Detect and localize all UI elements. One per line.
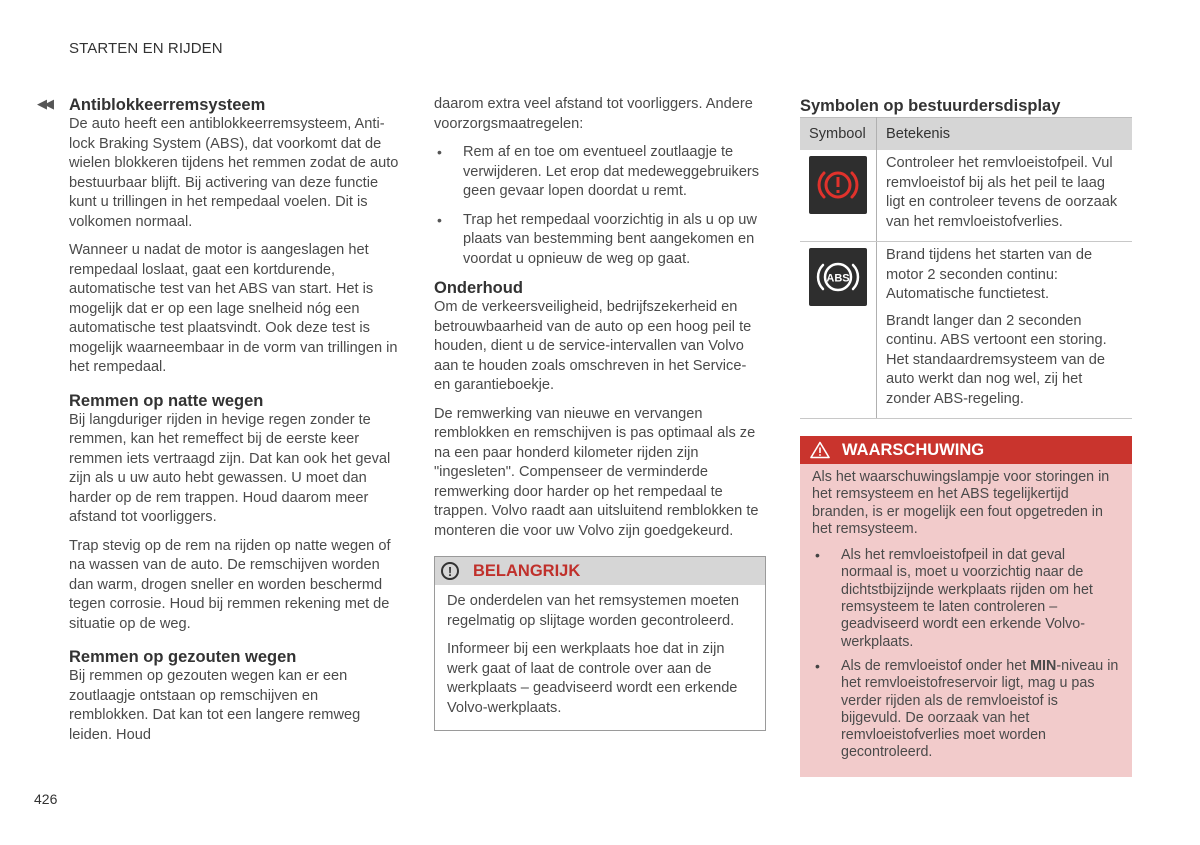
- section-title: STARTEN EN RIJDEN: [69, 40, 223, 57]
- heading-symbols: Symbolen op bestuurdersdisplay: [800, 97, 1061, 115]
- list-item: • Als het remvloeistofpeil in dat geval normaal is, moet u voorzichtig naar de dichtstbijzijnde werkplaats rijden om het remsysteem te laten controleren – geadviseerd wordt een erkende Volvo-werkplaats.: [812, 547, 1120, 651]
- warning-notice: [800, 436, 1132, 777]
- abs-meaning-text-2: Brandt langer dan 2 seconden continu. ABS vertoont een storing. Het standaardremsysteem van de auto werkt dan nog wel, zij het zonder ABS-regeling.: [886, 312, 1107, 407]
- warning-list: [812, 547, 1120, 762]
- wet-paragraph-1: Bij langduriger rijden in hevige regen zonder te remmen, kan het remeffect bij de eerste keer remmen iets vertraagd zijn. Dat kan ook het geval zijn als u uw auto hebt gewassen. U moet dan harder op de rem trappen. Houd daarom meer afstand tot voorliggers.: [69, 411, 391, 525]
- column-3: [800, 95, 1132, 777]
- column-1: [69, 95, 399, 754]
- abs-meaning-text-1: Brand tijdens het starten van de motor 2 seconden continu: Automatische functietest.: [886, 247, 1093, 302]
- exclamation-circle-icon: !: [441, 562, 459, 580]
- table-row: [800, 242, 1132, 419]
- important-notice: [434, 556, 766, 731]
- symbol-cell: [800, 242, 877, 419]
- meaning-cell: [877, 242, 1133, 419]
- warning-bullet-2-post: -niveau in het remvloeistofreservoir ligt, mag u pas verder rijden als de remvloeistof is bijgevuld. De oorzaak van het remvloeistofverlies moet worden gecontroleerd.: [841, 657, 1119, 761]
- wet-paragraph-2: Trap stevig op de rem na rijden op natte wegen of na wassen van de auto. De remschijven worden dan warm, drogen sneller en worden beschermd tegen corrosie. Houd bij remmen rekening met de situatie op de weg.: [69, 537, 391, 632]
- heading-abs: Antiblokkeerremsysteem: [69, 96, 266, 114]
- heading-salted-roads: Remmen op gezouten wegen: [69, 648, 297, 666]
- warning-bullet-2-pre: Als de remvloeistof onder het: [841, 657, 1031, 674]
- abs-paragraph-2: Wanneer u nadat de motor is aangeslagen het rempedaal loslaat, gaat een kortdurende, automatische test van het ABS van start. Het is mogelijk dat er op een lage snelheid nóg een automatische test plaatsvindt. Ook deze test is mogelijk waarneembaar in de vorm van trillingen in het rempedaal.: [69, 242, 398, 375]
- symbols-table: [800, 117, 1132, 419]
- warning-title: WAARSCHUWING: [842, 440, 985, 459]
- maintenance-paragraph-2: De remwerking van nieuwe en vervangen remblokken en remschijven is pas optimaal als ze na een paar honderd kilometer rijden zijn "ingesleten". Compenseer de verminderde remwerking door harder op het rempedaal te trappen. Volvo raadt aan uitsluitend remblokken te monteren die voor uw Volvo zijn goedgekeurd.: [434, 405, 759, 539]
- brake-meaning-text: Controleer het remvloeistofpeil. Vul remvloeistof bij als het peil te laag ligt en controleer tevens de oorzaak van het remvloeistofverlies.: [886, 155, 1118, 230]
- abs-paragraph-1: De auto heeft een antiblokkeerremsysteem, Anti-lock Braking System (ABS), dat voorkomt dat de wielen blokkeren tijdens het remmen zodat de auto bestuurbaar blijft. Bij activering van deze functie kunt u trillingen in het rempedaal voelen. Dit is volkomen normaal.: [69, 116, 399, 230]
- meaning-cell: [877, 150, 1133, 242]
- precautions-list: [434, 143, 766, 269]
- brake-warning-icon: [809, 156, 867, 214]
- page-number: 426: [34, 791, 58, 807]
- column-header-meaning: Betekenis: [877, 118, 1133, 151]
- table-header-row: [800, 118, 1132, 151]
- list-item: • Trap het rempedaal voorzichtig in als u op uw plaats van bestemming bent aangekomen en voordat u opnieuw de weg op gaat.: [434, 211, 766, 270]
- column-2: [434, 95, 766, 731]
- salt-paragraph-continued: daarom extra veel afstand tot voorliggers. Andere voorzorgsmaatregelen:: [434, 96, 753, 132]
- important-title: BELANGRIJK: [473, 561, 581, 580]
- list-item: • Rem af en toe om eventueel zoutlaagje te verwijderen. Let erop dat medeweggebruikers geen gevaar lopen doordat u remt.: [434, 143, 766, 202]
- column-header-symbol: Symbool: [800, 118, 877, 151]
- salt-paragraph-1: Bij remmen op gezouten wegen kan er een zoutlaagje ontstaan op remschijven en remblokken. Dat kan tot een langere remweg leiden. Houd: [69, 668, 361, 743]
- warning-header: [800, 436, 1132, 464]
- warning-paragraph: Als het waarschuwingslampje voor storingen in het remsysteem en het ABS tegelijkertijd branden, is er mogelijk een fout opgetreden in het remsysteem.: [812, 469, 1110, 537]
- heading-wet-roads: Remmen op natte wegen: [69, 391, 264, 410]
- min-level-label: MIN: [1030, 657, 1057, 674]
- list-item: [812, 658, 1120, 762]
- warning-triangle-icon: [810, 441, 830, 459]
- maintenance-paragraph-1: Om de verkeersveiligheid, bedrijfszekerheid en betrouwbaarheid van de auto op een hoog peil te houden, dient u de service-intervallen van Volvo aan te houden zoals omschreven in het Service- en garantieboekje.: [434, 299, 752, 393]
- symbol-cell: [800, 150, 877, 242]
- double-left-arrow-icon[interactable]: ◀◀: [37, 96, 51, 111]
- important-body: [435, 585, 765, 730]
- warning-body: [800, 464, 1132, 777]
- important-header: [435, 557, 765, 585]
- important-paragraph-1: De onderdelen van het remsystemen moeten regelmatig op slijtage worden gecontroleerd.: [447, 593, 740, 629]
- important-paragraph-2: Informeer bij een werkplaats hoe dat in zijn werk gaat of laat de controle over aan de werkplaats – geadviseerd wordt een erkende Volvo-werkplaats.: [447, 641, 738, 716]
- abs-icon: [809, 248, 867, 306]
- abs-icon-label: ABS: [826, 272, 850, 285]
- table-row: [800, 150, 1132, 242]
- heading-maintenance: Onderhoud: [434, 279, 523, 297]
